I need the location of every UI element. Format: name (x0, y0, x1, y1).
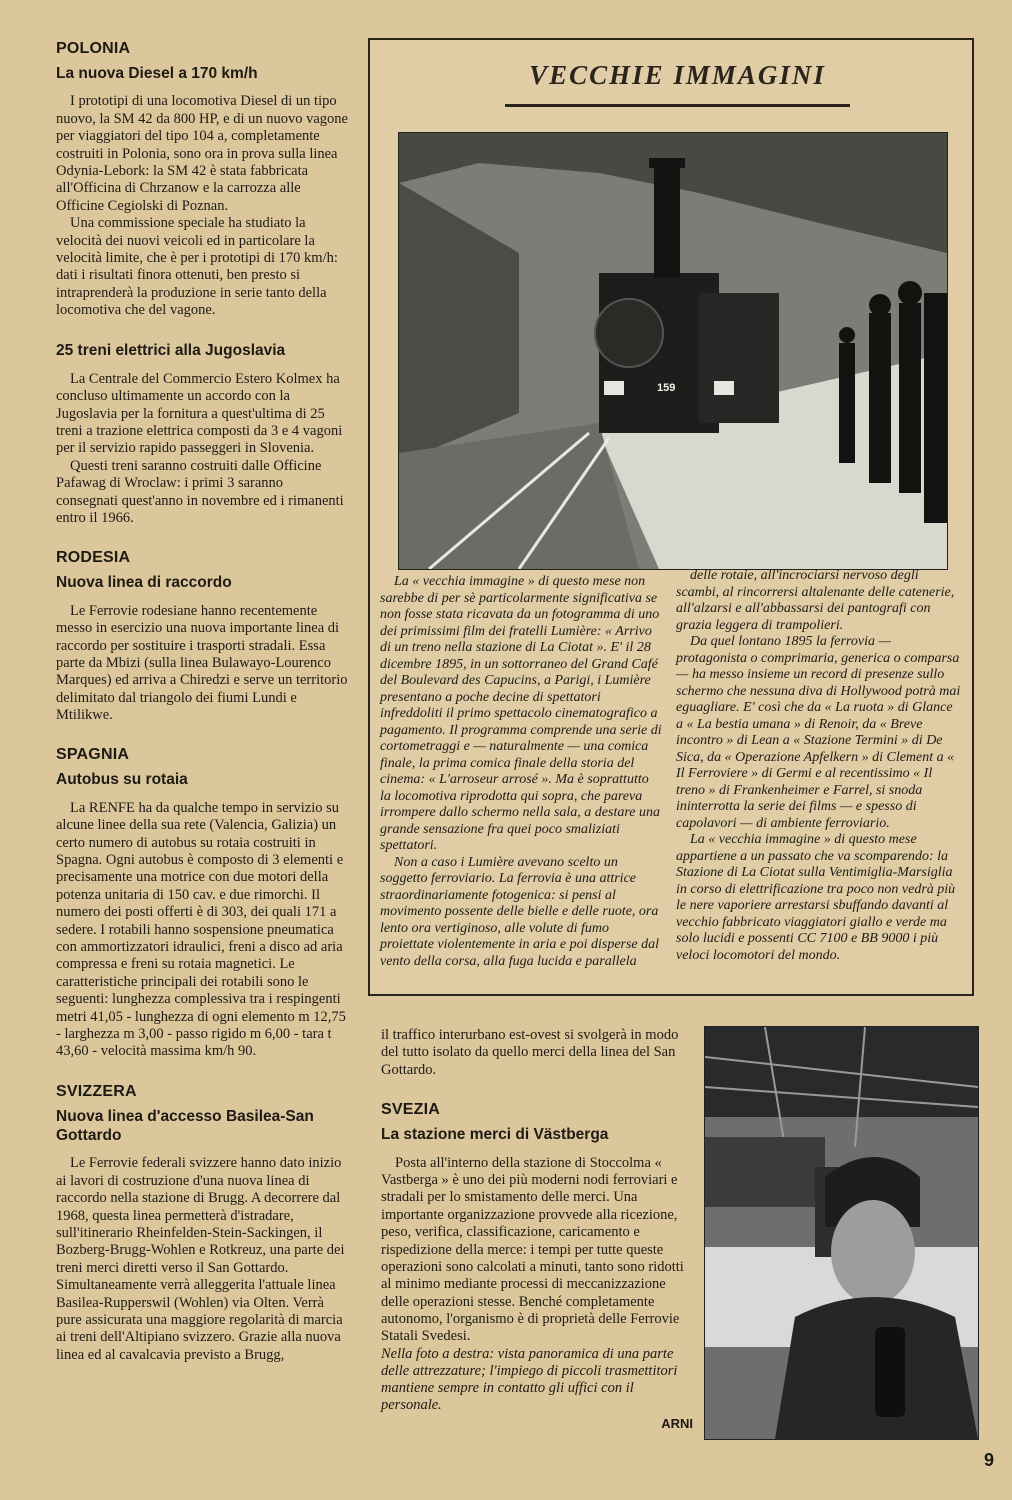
article-paragraph: La RENFE ha da qualche tempo in servizio su alcune linee della sua rete (Valencia, Galizia) un certo numero di autobus su rotaia costruiti in Spagna. Ogni autobus è composto di 3 elementi e precisamente una motrice con due motori della potenza unitaria di 150 cav. e due rimorchi. Il numero dei posti offerti è di 303, dei quali 171 a sedere. I rotabili hanno sospensione pneumatica con ammortizzatori idraulici, freni a disco ad aria compressa e freni su rotaia magnetici. Le caratteristiche principali dei rotabili sono le seguenti: lunghezza complessiva tra i respingenti metri 41,05 - lunghezza di ogni elemento m 12,75 - larghezza m 3,00 - passo rigido m 6,00 - tara t 43,60 - velocità massima km/h 90. (56, 799, 346, 1060)
article-title: 25 treni elettrici alla Jugoslavia (56, 342, 286, 360)
continuation-text: il traffico interurbano est-ovest si svolgerà in modo del tutto isolato da quello merci della linea del San Gottardo. (381, 1027, 679, 1078)
vecchie-column-1 (380, 574, 663, 970)
article-paragraph: La Centrale del Commercio Estero Kolmex ha concluso ultimamente un accordo con la Jugoslavia per la fornitura a quest'ultima di 25 treni a trazione elettrica composti da 3 e 4 vagoni per il servizio rapido passeggeri in Slovenia. (56, 370, 343, 457)
left-column (56, 40, 348, 1386)
article-paragraph: Le Ferrovie federali svizzere hanno dato inizio ai lavori di costruzione d'una nuova linea di raccordo nella stazione di Brugg. A decorrere dal 1968, questa linea permetterà d'istradare, sull'itinerario Rheinfelden-Stein-Sackingen, il Bozberg-Brugg-Wohlen e Rotkreuz, una parte dei treni merci diretti verso il San Gottardo. Simultaneamente verrà alleggerita l'attuale linea Basilea-Rupperswil (Wohlen) via Olten. Verrà pure assicurata una maggiore regolarità di marcia ai treni dell'Altipiano svizzero. Grazie alla nuova linea ed al cavalcavia previsto a Brugg, (56, 1155, 345, 1363)
country-heading: SPAGNIA (56, 746, 130, 764)
article-jugoslavia (56, 341, 348, 527)
country-heading: POLONIA (56, 40, 131, 57)
country-heading: RODESIA (56, 549, 131, 567)
article-polonia (56, 40, 348, 319)
vecchie-paragraph: delle rotaie, all'incrociarsi nervoso degli scambi, al rincorrersi altalenante delle catenerie, all'alzarsi e all'abbassarsi dei pantografi con grazia leggera di trampolieri. (676, 568, 955, 633)
country-heading: SVIZZERA (56, 1082, 137, 1100)
station-photo (704, 1026, 979, 1440)
article-title: La nuova Diesel a 170 km/h (56, 65, 258, 82)
article-svizzera (56, 1083, 348, 1364)
article-title: Nuova linea di raccordo (56, 574, 232, 592)
country-heading: SVEZIA (381, 1101, 440, 1119)
article-title: Autobus su rotaia (56, 771, 188, 789)
article-rodesia (56, 549, 348, 724)
article-title: La stazione merci di Västberga (381, 1126, 609, 1144)
title-rule (505, 104, 850, 107)
middle-bottom-column (381, 1027, 693, 1431)
article-paragraph: Posta all'interno della stazione di Stoccolma « Vastberga » è uno dei più moderni nodi ferroviari e stradali per lo smistamento delle merci. Una importante organizzazione provvede alla ricezione, peso, verifica, classificazione, caricamento e rispedizione della merce: i tempi per tutte queste operazioni sono calcolati a minuti, tanto sono ridotti al minimo mediante processi di meccanizzazione delle operazioni stesse. Benché completamente autonomo, l'organismo è di proprietà delle Ferrovie Statali Svedesi. (381, 1154, 684, 1345)
vecchie-paragraph: Da quel lontano 1895 la ferrovia — protagonista o comprimaria, generica o comparsa — ha messo insieme un record di presenze sullo schermo che nessuna diva di Hollywood potrà mai eguagliare. E' così che da « La ruota » di Glance a « La bestia umana » di Renoir, da « Breve incontro » di Lean a « Stazione Termini » di De Sica, da « Operazione Apfelkern » di Clement a « Il Ferroviere » di Germi e al recentissimo « Il treno » di Frankenheimer e Farrel, si snoda ininterrotta la serie dei films — e spesso di capolavori — di ambiente ferroviario. (676, 634, 961, 831)
station-illustration (705, 1027, 978, 1439)
train-photo (398, 132, 948, 570)
vecchie-paragraph: La « vecchia immagine » di questo mese appartiene a un passato che va scomparendo: la Stazione di La Ciotat sulla Ventimiglia-Marsiglia in corso di elettrificazione tra poco non vedrà più le nere vaporiere arrestarsi sbuffando davanti al vecchio fabbricato viaggiatori giallo e verde ma solo lucidi e possenti CC 7100 e BB 9000 i più veloci locomotori del mondo. (676, 832, 956, 963)
train-illustration (399, 133, 947, 569)
vecchie-column-2 (676, 568, 961, 964)
vecchie-paragraph: La « vecchia immagine » di questo mese non sarebbe di per sè particolarmente significativa se non fosse stata ricavata da un fotogramma di uno dei primissimi film dei fratelli Lumière: « Arrivo di un treno nella stazione di La Ciotat ». E' il 28 dicembre 1895, in un sottorraneo del Grand Café del Boulevard des Capucins, a Parigi, i Lumière presentano a poche decine di spettatori infreddoliti il primo spettacolo cinematografico a pagamento. Il programma comprende una serie di cortometraggi e — naturalmente — una comica finale, la prima comica finale della storia del cinema: « L'arroseur arrosé ». Ma è soprattutto la locomotiva riprodotta qui sopra, che pareva irrompere dallo schermo nella sala, a destare una grande sensazione fra quei poco smaliziati spettatori. (380, 574, 662, 854)
vecchie-paragraph: Non a caso i Lumière avevano scelto un soggetto ferroviario. La ferrovia è una attrice straordinariamente fotogenica: si pensi al movimento possente delle bielle e delle ruote, ora lento ora vertiginoso, alle volute di fumo proiettate violentemente in aria e poi disperse dal vento della corsa, alla fuga lucida e parallela (380, 854, 660, 969)
page-number: 9 (983, 1450, 994, 1470)
vecchie-immagini-title: VECCHIE IMMAGINI (529, 60, 826, 90)
photo-caption: Nella foto a destra: vista panoramica di una parte delle attrezzature; l'impiego di piccoli trasmettitori mantiene sempre in contatto gli uffici con il personale. (381, 1345, 678, 1414)
article-spagnia (56, 746, 348, 1060)
article-paragraph: Le Ferrovie rodesiane hanno recentemente messo in esercizio una nuova importante linea di raccordo per sostituire i trasporti stradali. Essa parte da Mbizi (sulla linea Bulawayo-Lourenco Marques) ed arriva a Chiredzi e serve un territorio delimitato dal triangolo dei fiumi Lundi e Mtilikwe. (56, 602, 348, 724)
article-title: Nuova linea d'accesso Basilea-San Gottardo (56, 1107, 314, 1145)
article-paragraph: Una commissione speciale ha studiato la velocità dei nuovi veicoli ed in particolare la velocità limite, che è per i prototipi di 170 km/h: dati i risultati finora ottenuti, ben presto si intraprenderà la produzione in serie tanto della locomotiva che del vagone. (56, 215, 338, 319)
article-paragraph: I prototipi di una locomotiva Diesel di un tipo nuovo, la SM 42 da 800 HP, e di un nuovo vagone per viaggiatori del tipo 104 a, completamente costruiti in Polonia, sono ora in prova sulla linea Odynia-Lebork: la SM 42 è stata fabbricata all'Officina di Chrzanow e la carrozza alle Officine Cegiolski di Poznan. (56, 93, 348, 214)
locomotive-number: 159 (657, 382, 676, 394)
article-paragraph: Questi treni saranno costruiti dalle Officine Pafawag di Wroclaw: i primi 3 saranno consegnati quest'anno in novembre ed i rimanenti entro il 1966. (56, 457, 344, 526)
author-signature: ARNI (661, 1416, 693, 1432)
